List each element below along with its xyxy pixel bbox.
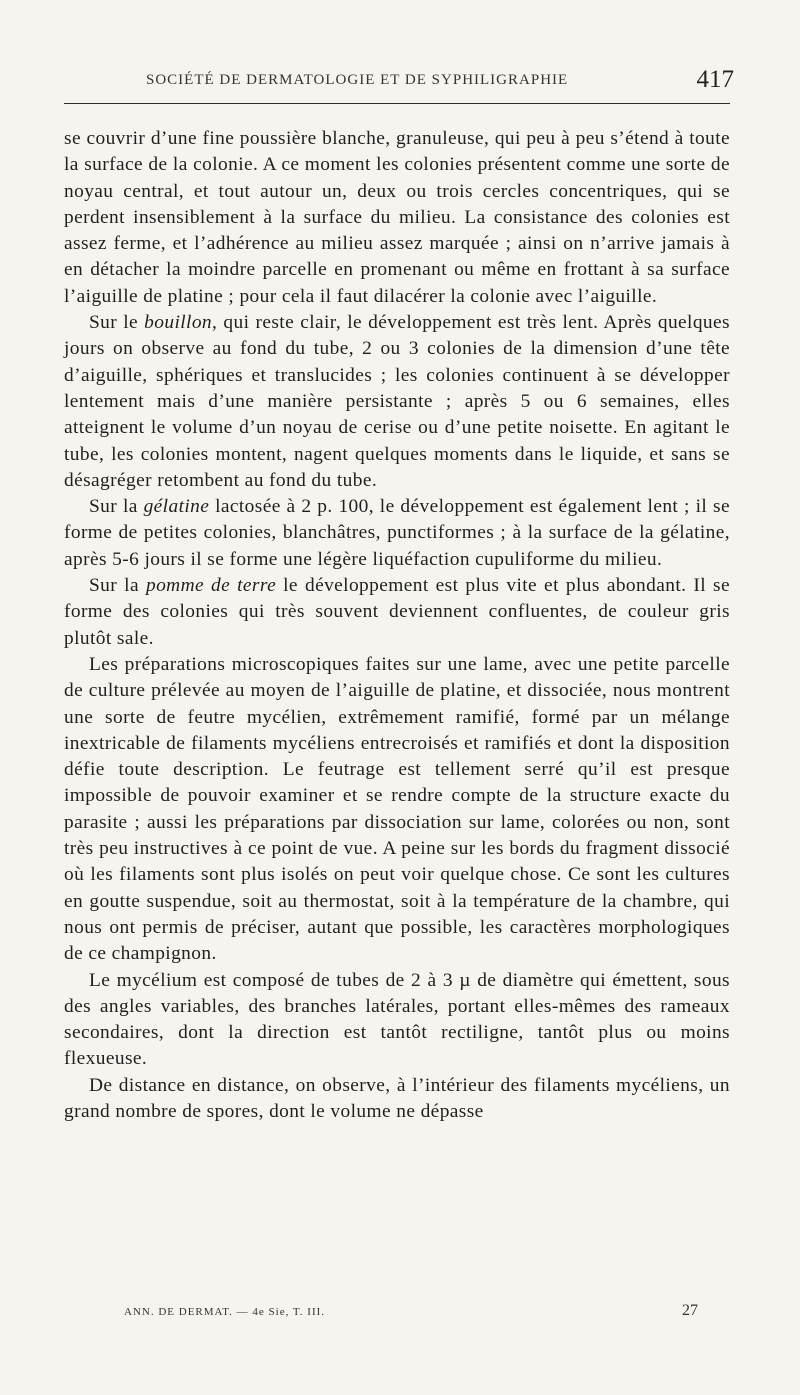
text-run: lactosée à 2 p. 100, le développement est également lent ; il se forme de petites colonies, blanchâtres, punctiformes ; à la surface de la gélatine, après 5-6 jours il se forme une légère liquéfaction cupuliforme du milieu. bbox=[64, 496, 730, 570]
page-number: 417 bbox=[696, 66, 734, 93]
document-page bbox=[64, 0, 740, 1395]
text-run: Sur la bbox=[89, 496, 144, 518]
text-run: le développement est plus vite et plus abondant. Il se forme des colonies qui très souvent deviennent confluentes, de couleur gris plutôt sale. bbox=[64, 575, 730, 649]
text-run: De distance en distance, on observe, à l’intérieur des filaments mycéliens, un grand nombre de spores, dont le volume ne dépasse bbox=[64, 1074, 730, 1122]
text-run: Sur la bbox=[89, 575, 146, 597]
running-head bbox=[64, 66, 740, 96]
running-title: SOCIÉTÉ DE DERMATOLOGIE ET DE SYPHILIGRAPHIE bbox=[146, 72, 569, 88]
header-rule bbox=[64, 103, 730, 104]
paragraph bbox=[64, 573, 730, 652]
text-run: Les préparations microscopiques faites sur une lame, avec une petite parcelle de culture prélevée au moyen de l’aiguille de platine, et dissociée, nous montrent une sorte de feutre mycélien, extrêmement ramifié, formé par un mélange inextricable de filaments mycéliens entrecroisés et ramifiés et dont la disposition défie toute description. Le feutrage est tellement serré qu’il est presque impossible de pouvoir examiner et se rendre compte de la structure exacte du parasite ; aussi les préparations par dissociation sur lame, colorées ou non, sont très peu instructives à ce point de vue. A peine sur les bords du fragment dissocié où les filaments sont plus isolés on peut voir quelque chose. Ce sont les cultures en goutte suspendue, soit au thermostat, soit à la température de la chambre, qui nous ont permis de préciser, autant que possible, les caractères morphologiques de ce champignon. bbox=[64, 653, 730, 965]
paragraph bbox=[64, 126, 730, 310]
paragraph bbox=[64, 1073, 730, 1126]
page-footer bbox=[64, 1302, 740, 1326]
italic-term: pomme de terre bbox=[145, 575, 277, 597]
paragraph bbox=[64, 968, 730, 1073]
text-run: Sur le bbox=[89, 312, 145, 334]
paragraph bbox=[64, 652, 730, 968]
text-run: se couvrir d’une fine poussière blanche, granuleuse, qui peu à peu s’étend à toute la surface de la colonie. A ce moment les colonies présentent comme une sorte de noyau central, et tout autour un, deux ou trois cercles concentriques, qui se perdent insensiblement à la surface du milieu. La consistance des colonies est assez ferme, et l’adhérence au milieu assez marquée ; ainsi on n’arrive jamais à en détacher la moindre parcelle en promenant ou même en frottant à sa surface l’aiguille de platine ; pour cela il faut dilacérer la colonie avec l’aiguille. bbox=[64, 128, 730, 307]
text-run: Le mycélium est composé de tubes de 2 à 3 µ de diamètre qui émettent, sous des angles variables, des branches latérales, portant elles-mêmes des rameaux secondaires, dont la direction est tantôt rectiligne, tantôt plus ou moins flexueuse. bbox=[64, 969, 730, 1070]
journal-reference: ANN. DE DERMAT. — 4e Sie, T. III. bbox=[124, 1306, 326, 1318]
paragraph bbox=[64, 310, 730, 494]
body-text bbox=[64, 126, 730, 1125]
italic-term: bouillon bbox=[144, 312, 213, 334]
signature-mark: 27 bbox=[682, 1302, 698, 1319]
italic-term: gélatine bbox=[143, 496, 210, 518]
paragraph bbox=[64, 494, 730, 573]
text-run: , qui reste clair, le développement est très lent. Après quelques jours on observe au fond du tube, 2 ou 3 colonies de la dimension d’une tête d’aiguille, sphériques et translucides ; les colonies continuent à se développer lentement mais d’une manière persistante ; après 5 ou 6 semaines, elles atteignent le volume d’un noyau de cerise ou d’une petite noisette. En agitant le tube, les colonies montent, nagent quelques moments dans le liquide, et sans se désagréger retombent au fond du tube. bbox=[64, 312, 730, 491]
